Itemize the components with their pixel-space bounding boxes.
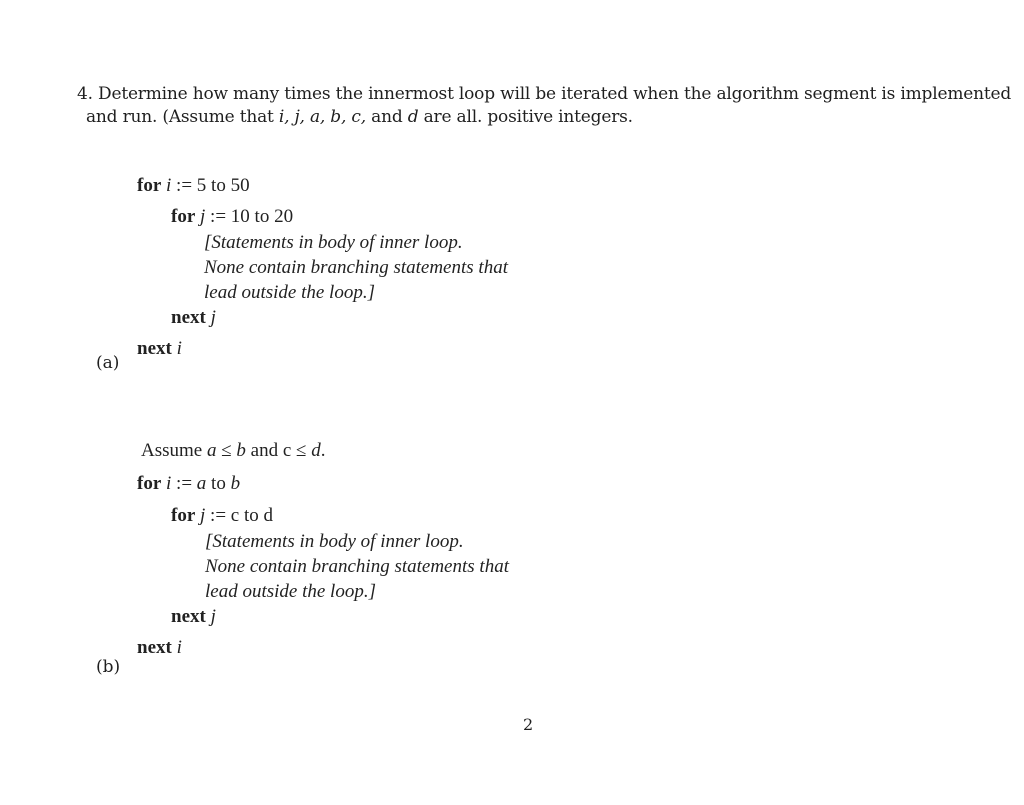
part-b-label: (b) xyxy=(96,657,121,677)
b-for-inner-kw: for xyxy=(171,505,196,526)
b-next-outer-kw: next xyxy=(137,637,172,658)
a-next-inner-kw: next xyxy=(171,307,206,328)
a-for-inner xyxy=(171,206,293,228)
a-next-outer-var: i xyxy=(176,338,182,359)
b-assume-d: d xyxy=(311,440,321,461)
a-next-outer-kw: next xyxy=(137,338,172,359)
b-for-inner-var: j xyxy=(200,505,206,526)
a-next-outer xyxy=(137,338,182,360)
a-next-inner xyxy=(171,307,216,329)
question-var-d: d xyxy=(407,107,419,127)
a-for-outer xyxy=(137,175,250,197)
b-for-outer-var: i xyxy=(166,473,172,494)
b-next-inner-kw: next xyxy=(171,606,206,627)
b-next-inner xyxy=(171,606,216,628)
b-assume-le: ≤ xyxy=(216,440,237,461)
b-body-line-3: lead outside the loop.] xyxy=(205,581,376,602)
a-next-inner-var: j xyxy=(210,307,216,328)
b-assume-pre: Assume xyxy=(141,440,207,461)
a-for-outer-rest: := 5 to 50 xyxy=(171,175,250,196)
b-for-outer-b: b xyxy=(230,473,241,494)
part-a-label: (a) xyxy=(96,353,120,373)
a-body-line-1: [Statements in body of inner loop. xyxy=(204,232,463,253)
b-for-outer xyxy=(137,473,240,495)
b-next-outer-var: i xyxy=(176,637,182,658)
b-body-line-2: None contain branching statements that xyxy=(205,556,509,577)
b-assume-b: b xyxy=(236,440,246,461)
b-for-inner-rest: := c to d xyxy=(205,505,274,526)
a-body-line-2: None contain branching statements that xyxy=(204,257,508,278)
question-line-2-post: are all. positive integers. xyxy=(418,107,633,127)
question-line-2 xyxy=(86,107,633,127)
b-for-outer-a: a xyxy=(196,473,207,494)
a-for-inner-var: j xyxy=(200,206,206,227)
b-next-outer xyxy=(137,637,182,659)
b-for-outer-assign: := xyxy=(171,473,197,494)
b-assume-end: . xyxy=(320,440,326,461)
page-number: 2 xyxy=(523,715,534,734)
question-line-2-mid: and xyxy=(365,107,408,127)
b-for-inner xyxy=(171,505,273,527)
a-for-inner-rest: := 10 to 20 xyxy=(205,206,294,227)
b-assume-and: and c ≤ xyxy=(245,440,312,461)
question-line-2-pre: and run. (Assume that xyxy=(86,107,279,127)
question-vars: i, j, a, b, c, xyxy=(278,107,366,127)
b-body-line-1: [Statements in body of inner loop. xyxy=(205,531,464,552)
a-body-line-3: lead outside the loop.] xyxy=(204,282,375,303)
b-next-inner-var: j xyxy=(210,606,216,627)
a-for-inner-kw: for xyxy=(171,206,196,227)
b-assume-a: a xyxy=(206,440,217,461)
b-for-outer-kw: for xyxy=(137,473,162,494)
a-for-outer-kw: for xyxy=(137,175,162,196)
b-for-outer-to: to xyxy=(206,473,231,494)
question-line-1: 4. Determine how many times the innermost loop will be iterated when the algorithm segment is implemented xyxy=(77,84,1012,104)
a-for-outer-var: i xyxy=(166,175,172,196)
b-assumption xyxy=(141,440,325,462)
